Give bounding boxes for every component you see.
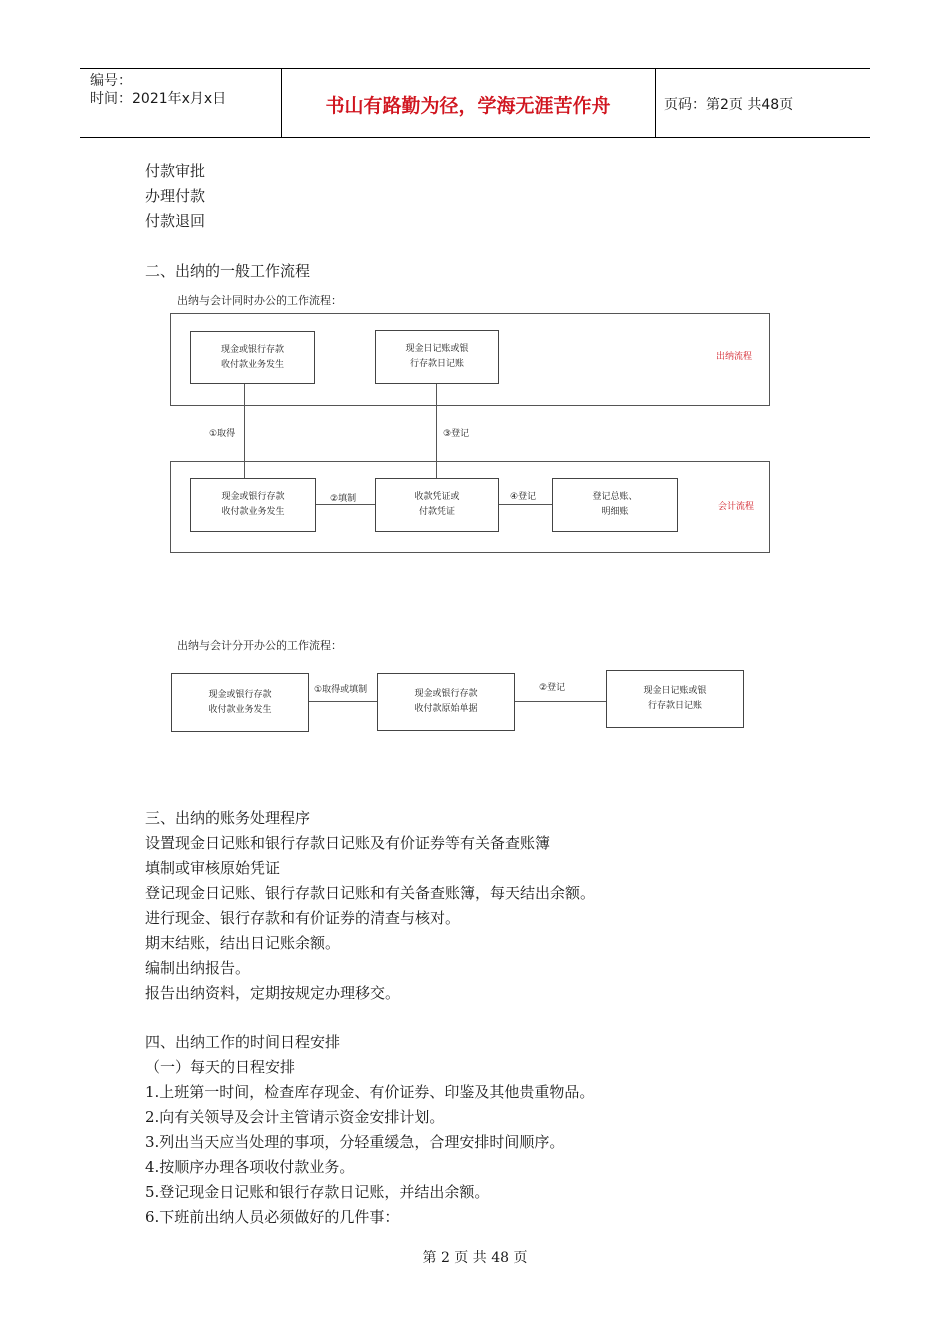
page-header	[80, 68, 870, 138]
diagram-caption: 出纳与会计同时办公的工作流程：	[177, 294, 342, 307]
box-text: 登记总账、	[592, 492, 638, 502]
section-heading: 二、出纳的一般工作流程	[145, 262, 311, 280]
box-text: 现金或银行存款	[208, 689, 272, 700]
text-line: 付款审批	[145, 162, 206, 180]
text-line: 登记现金日记账、银行存款日记账和有关备查账簿，每天结出余额。	[145, 884, 596, 902]
flow-box	[171, 673, 309, 732]
flow-box	[190, 478, 316, 532]
flow-box	[606, 670, 744, 728]
text-line: 4.按顺序办理各项收付款业务。	[145, 1158, 355, 1176]
header-meta	[90, 72, 226, 108]
time-label: 时间：2021年x月x日	[90, 91, 227, 107]
box-text: 收款凭证或	[414, 492, 460, 502]
diagram-caption: 出纳与会计分开办公的工作流程：	[177, 639, 342, 652]
box-text: 现金日记账或银	[643, 686, 707, 696]
step-label: ②填制	[329, 491, 357, 504]
box-text: 现金或银行存款	[220, 344, 284, 355]
text-line: 进行现金、银行存款和有价证券的清查与核对。	[145, 909, 461, 927]
header-page-info: 页码：第2页 共48页	[664, 97, 794, 113]
box-text: 付款凭证	[418, 507, 455, 517]
text-line: 2.向有关领导及会计主管请示资金安排计划。	[145, 1108, 445, 1126]
flow-box	[377, 673, 515, 731]
text-line: 1.上班第一时间，检查库存现金、有价证券、印鉴及其他贵重物品。	[145, 1083, 595, 1101]
text-line: 期末结账，结出日记账余额。	[145, 934, 341, 952]
page-footer: 第 2 页 共 48 页	[422, 1250, 528, 1266]
cashier-flow-label: 出纳流程	[716, 352, 753, 362]
box-text: 行存款日记账	[409, 359, 464, 369]
step-label: ①取得	[208, 426, 236, 439]
header-motto: 书山有路勤为径，学海无涯苦作舟	[325, 95, 611, 117]
sub-heading: （一）每天的日程安排	[145, 1058, 296, 1076]
number-label: 编号：	[90, 73, 132, 89]
header-divider	[655, 69, 656, 137]
step-label: ①取得或填制	[313, 682, 368, 695]
step-label: ②登记	[538, 680, 566, 693]
connector	[307, 701, 377, 702]
connector	[498, 504, 552, 505]
flow-box	[375, 478, 499, 532]
text-line: 报告出纳资料，定期按规定办理移交。	[145, 984, 401, 1002]
box-text: 收付款业务发生	[221, 507, 285, 517]
box-text: 收付款业务发生	[208, 704, 272, 715]
connector	[436, 382, 437, 478]
connector	[514, 701, 606, 702]
box-text: 现金或银行存款	[221, 492, 285, 502]
box-text: 明细账	[601, 507, 629, 517]
section-heading: 三、出纳的账务处理程序	[145, 809, 311, 827]
flow-box	[552, 478, 678, 532]
box-text: 收付款原始单据	[414, 704, 478, 714]
flow-box	[190, 331, 315, 384]
text-line: 6.下班前出纳人员必须做好的几件事：	[145, 1208, 400, 1226]
text-line: 办理付款	[145, 187, 206, 205]
text-line: 5.登记现金日记账和银行存款日记账，并结出余额。	[145, 1183, 490, 1201]
box-text: 现金日记账或银	[405, 344, 469, 354]
flow-box	[375, 330, 499, 384]
box-text: 收付款业务发生	[220, 359, 284, 370]
text-line: 填制或审核原始凭证	[145, 859, 281, 877]
text-line: 编制出纳报告。	[145, 959, 251, 977]
box-text: 行存款日记账	[647, 701, 702, 711]
connector	[244, 382, 245, 478]
step-label: ④登记	[509, 489, 537, 502]
text-line: 设置现金日记账和银行存款日记账及有价证券等有关备查账簿	[145, 834, 551, 852]
section-heading: 四、出纳工作的时间日程安排	[145, 1033, 341, 1051]
text-line: 付款退回	[145, 212, 206, 230]
box-text: 现金或银行存款	[414, 689, 478, 699]
accounting-flow-label: 会计流程	[718, 502, 755, 512]
text-line: 3.列出当天应当处理的事项，分轻重缓急，合理安排时间顺序。	[145, 1133, 565, 1151]
step-label: ③登记	[442, 426, 470, 439]
connector	[315, 504, 375, 505]
